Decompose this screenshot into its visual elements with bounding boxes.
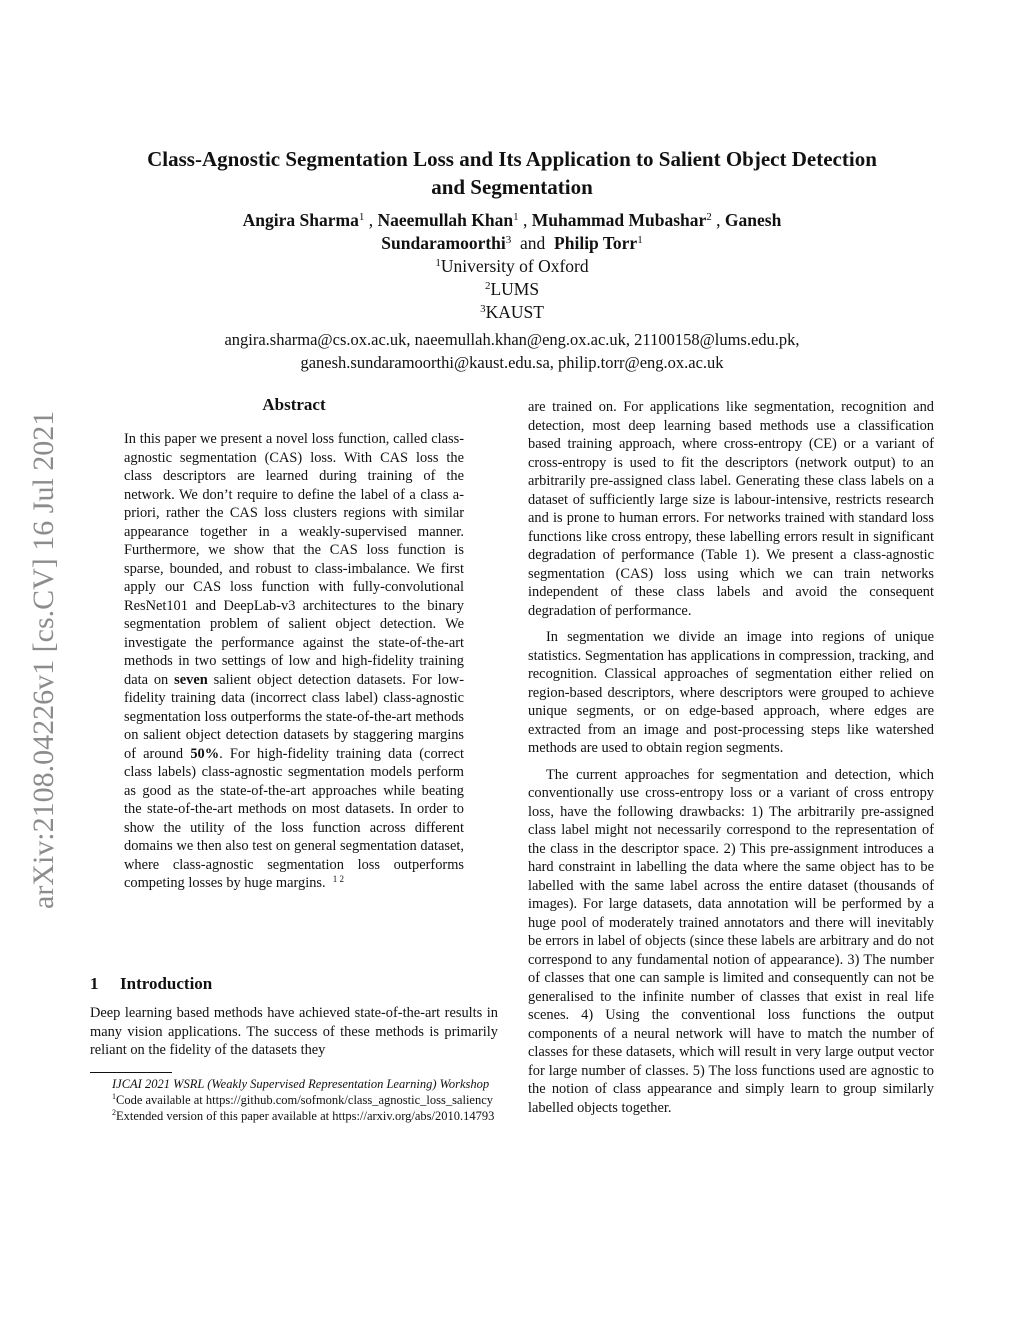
footnote-text: Code available at https://github.com/sofmonk/class_agnostic_loss_saliency bbox=[116, 1093, 494, 1107]
author-conjunction: and bbox=[520, 233, 546, 253]
affiliation bbox=[100, 255, 924, 278]
section-number: 1 bbox=[90, 974, 99, 993]
affiliation-mark: 3 bbox=[505, 234, 512, 246]
author-name: Philip Torr bbox=[554, 233, 638, 253]
author-name: Sundaramoorthi bbox=[381, 233, 506, 253]
author-line-2 bbox=[100, 232, 924, 255]
abstract-paragraph bbox=[124, 430, 464, 893]
title-line-1: Class-Agnostic Segmentation Loss and Its Application to Salient Object Detection bbox=[147, 147, 877, 171]
email-line-1: angira.sharma@cs.ox.ac.uk, naeemullah.khan@eng.ox.ac.uk, 21100158@lums.edu.pk, bbox=[224, 330, 800, 349]
venue-note bbox=[90, 1076, 498, 1092]
affiliation bbox=[100, 278, 924, 301]
affiliation-mark: 1 bbox=[513, 211, 519, 223]
author-name: Muhammad Mubashar bbox=[531, 210, 707, 230]
author-line-1: Angira Sharma$^1$ , Naeemullah Khan$^1$ , Muhammad Mubashar$^2$ , Ganesh bbox=[242, 210, 782, 230]
footnote-rule bbox=[90, 1072, 172, 1073]
affiliation-number: 3 bbox=[480, 303, 486, 315]
intro-paragraph: Deep learning based methods have achieved state-of-the-art results in many vision applications. The success of these methods is primarily reliant on the fidelity of the datasets they bbox=[90, 1005, 498, 1058]
footnote-text: Extended version of this paper available at https://arxiv.org/abs/2010.14793 bbox=[116, 1109, 495, 1123]
email-line-2: ganesh.sundaramoorthi@kaust.edu.sa, philip.torr@eng.ox.ac.uk bbox=[300, 353, 724, 372]
abstract-heading: Abstract bbox=[262, 395, 326, 414]
body-paragraph: In segmentation we divide an image into regions of unique statistics. Segmentation has applications in compression, tracking, and recognition. Classical approaches of segmentation either relied on region-based descriptors, where descriptors were grouped to achieve unique segments, or on edge-based approach, where edges are extracted from an image and post-processing steps like watershed methods are used to obtain region segments. bbox=[528, 629, 934, 756]
author-name: Naeemullah Khan bbox=[377, 210, 514, 230]
footnote-marks: 1 2 bbox=[332, 874, 345, 884]
abstract-text-3: . For high-fidelity training data (correct class labels) class-agnostic segmentation models perform as good as the state-of-the-art approaches while beating the state-of-the-art methods on most datasets. In order to show the utility of the loss function across different domains we then also test on general segmentation dataset, where class-agnostic segmentation loss outperforms competing losses by huge margins. bbox=[124, 745, 464, 891]
footnotes bbox=[90, 1076, 498, 1124]
section-heading-introduction bbox=[90, 974, 500, 994]
introduction-body bbox=[90, 1004, 498, 1060]
abstract-emphasis: 50% bbox=[190, 745, 220, 762]
abstract-text-1: In this paper we present a novel loss function, called class-agnostic segmentation (CAS) loss. With CAS loss the class descriptors are learned during training of the network. We don’t require to define the label of a class a-priori, rather the CAS loss clusters regions with similar appearance together in a weakly-supervised manner. Furthermore, we show that the CAS loss function is sparse, bounded, and robust to class-imbalance. We first apply our CAS loss function with fully-convolutional ResNet101 and DeepLab-v3 architectures to the binary segmentation problem of salient object detection. We investigate the performance against the state-of-the-art methods in two settings of low and high-fidelity training data on bbox=[124, 431, 464, 688]
footnote-mark: 2 bbox=[112, 1108, 116, 1117]
affiliation-name: KAUST bbox=[485, 302, 544, 322]
paper-title bbox=[80, 145, 944, 201]
affiliation-number: 2 bbox=[484, 280, 491, 292]
venue-text: IJCAI 2021 WSRL (Weakly Supervised Representation Learning) Workshop bbox=[112, 1077, 490, 1091]
arxiv-identifier: arXiv:2108.04226v1 [cs.CV] 16 Jul 2021 bbox=[27, 410, 60, 910]
affiliation-mark: 1 bbox=[358, 211, 365, 223]
affiliation bbox=[100, 301, 924, 324]
title-line-2: and Segmentation bbox=[431, 175, 593, 199]
footnote-1 bbox=[90, 1092, 498, 1108]
abstract-emphasis: seven bbox=[174, 671, 208, 688]
affiliation-mark: 2 bbox=[706, 211, 712, 223]
body-paragraph: are trained on. For applications like segmentation, recognition and detection, most deep learning based methods use a classification based training approach, where cross-entropy (CE) or a variant of cross-entropy is used to fit the descriptors (network output) to an arbitrarily pre-assigned class label. Generating these class labels on a dataset of sufficiently large size is labour-intensive, restricts research and is prone to human errors. For networks trained with standard loss functions like cross entropy, these labelling errors result in significant degradation of performance (Table 1). We present a class-agnostic segmentation (CAS) loss using which we can train networks independent of these class labels and avoid the consequent degradation of performance. bbox=[528, 399, 934, 619]
affiliation-mark: 1 bbox=[637, 234, 643, 246]
affiliation-name: University of Oxford bbox=[440, 256, 589, 276]
author-block bbox=[100, 209, 924, 324]
author-name: Ganesh bbox=[724, 210, 782, 230]
author-name: Angira Sharma bbox=[242, 210, 359, 230]
footnote-2 bbox=[90, 1108, 498, 1124]
abstract-text-2: salient object detection datasets. For low-fidelity training data (incorrect class label) class-agnostic segmentation loss outperforms the state-of-the-art methods on salient object detection datasets by staggering margins of around bbox=[124, 671, 464, 762]
body-paragraph: The current approaches for segmentation and detection, which conventionally use cross-entropy loss or a variant of cross entropy loss, have the following drawbacks: 1) The arbitrarily pre-assigned class label might not necessarily correspond to the representation of the class in the descriptor space. 2) This pre-assignment introduces a hard constraint in labelling the data where the same object has to be labelled with the same label across the entire dataset (thousands of images). For large datasets, data annotation will be performed by a huge pool of moderately trained annotators and there will inevitably be errors in label of objects (since these labels are arbitrary and do not correspond to any fundamental notion of appearance). 3) The number of classes that one can sample is limited and consequently can not be generalised to the infinite number of classes that exist in real life scenes. 4) Using the conventional loss functions the output components of a neural network will have to match the number of classes for these datasets, which will result in very large output vector for large number of classes. 5) The loss functions used are agnostic to the notion of class appearance and simply learn to group similarly labelled objects together. bbox=[528, 766, 934, 1116]
right-column-body bbox=[528, 398, 934, 1117]
author-emails bbox=[80, 328, 944, 374]
affiliation-number: 1 bbox=[435, 257, 441, 269]
affiliation-name: LUMS bbox=[490, 279, 540, 299]
abstract-body bbox=[124, 430, 464, 893]
section-title: Introduction bbox=[120, 974, 213, 993]
footnote-mark: 1 bbox=[112, 1092, 116, 1101]
